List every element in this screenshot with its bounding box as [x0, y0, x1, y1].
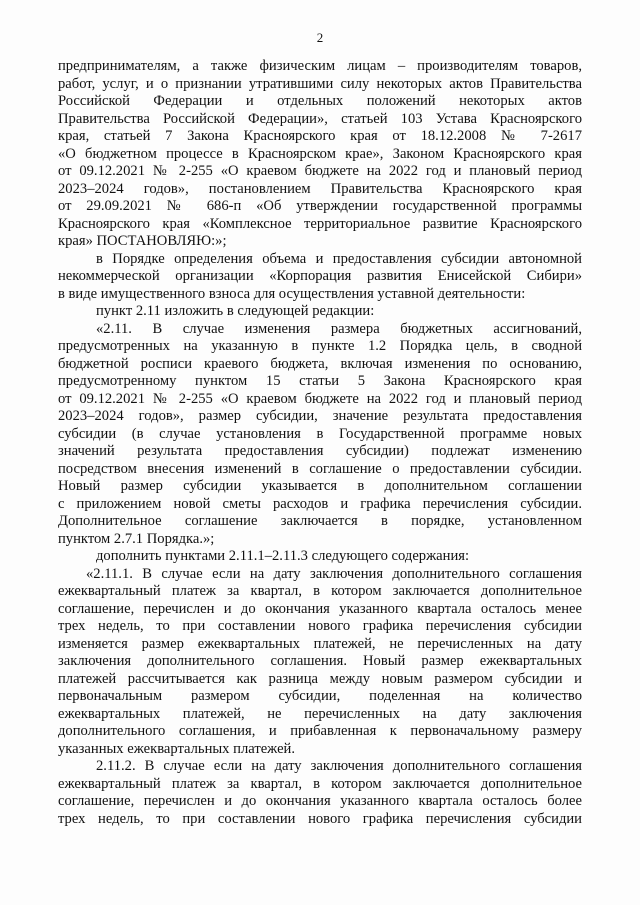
text-line: дополнительного соглашения, и прибавленная к первоначальному размеру	[58, 723, 582, 739]
text-line: края, статьей 7 Закона Красноярского края от 18.12.2008 № 7-2617	[58, 128, 582, 144]
text-line: субсидии (в случае установления в Государственной программе новых	[58, 425, 582, 442]
text-line: пунктом 2.7.1 Порядка.»;	[58, 530, 215, 547]
text-line: Российской Федерации и отдельных положений некоторых актов	[58, 93, 582, 109]
text-line: Новый размер субсидии указывается в дополнительном соглашении	[58, 478, 582, 494]
text-line: 2023–2024 годов», размер субсидии, значение результата предоставления	[58, 408, 582, 424]
text-line: 2.11.2. В случае если на дату заключения дополнительного соглашения	[96, 758, 582, 774]
text-line: платежей рассчитывается как разница между новым размером субсидии и	[58, 670, 582, 687]
text-line: от 09.12.2021 № 2-255 «О краевом бюджете на 2022 год и плановый период	[58, 163, 582, 179]
text-line: дополнить пунктами 2.11.1–2.11.3 следующего содержания:	[96, 548, 470, 564]
text-line: первоначальным размером субсидии, поделенная на количество	[58, 688, 582, 704]
text-line: Красноярского края «Комплексное территориальное развитие Красноярского	[58, 215, 582, 232]
text-line: в Порядке определения объема и предоставления субсидии автономной	[96, 250, 582, 267]
text-line: бюджетной росписи краевого бюджета, включая изменения по основанию,	[58, 355, 582, 372]
text-line: «2.11.1. В случае если на дату заключения дополнительного соглашения	[86, 565, 582, 582]
text-line: пункт 2.11 изложить в следующей редакции:	[96, 303, 375, 319]
text-line: изменяется размер ежеквартальных платежей, не перечисленных на дату	[58, 635, 582, 652]
text-line: ежеквартальных платежей, не перечисленных на дату заключения	[58, 705, 582, 722]
text-line: соглашение, перечислен и до окончания указанного квартала осталось менее	[58, 600, 582, 617]
text-line: заключения дополнительного соглашения. Новый размер ежеквартальных	[58, 653, 582, 669]
text-line: предусмотренных на указанную в пункте 1.2 Порядка цель, в сводной	[58, 338, 582, 354]
text-line: с приложением новой сметы расходов и графика перечисления субсидии.	[58, 495, 582, 512]
text-line: от 29.09.2021 № 686-п «Об утверждении государственной программы	[58, 198, 582, 214]
text-line: в виде имущественного взноса для осуществления уставной деятельности:	[58, 285, 526, 302]
text-line: Дополнительное соглашение заключается в порядке, установленном	[58, 513, 582, 529]
text-line: предусмотренному пунктом 15 статьи 5 Закона Красноярского края	[58, 373, 582, 389]
text-line: ежеквартальный платеж за квартал, в котором заключается дополнительное	[58, 775, 582, 792]
page-number: 2	[316, 30, 324, 45]
text-line: указанных ежеквартальных платежей.	[58, 740, 296, 757]
text-line: некоммерческой организации «Корпорация развития Енисейской Сибири»	[58, 268, 582, 284]
text-line: края» ПОСТАНОВЛЯЮ:»;	[58, 233, 227, 249]
text-line: от 09.12.2021 № 2-255 «О краевом бюджете на 2022 год и плановый период	[58, 390, 582, 407]
text-line: трех недель, то при составлении нового графика перечисления субсидии	[58, 618, 582, 634]
text-line: соглашение, перечислен и до окончания указанного квартала осталось более	[58, 793, 582, 809]
text-line: трех недель, то при составлении нового графика перечисления субсидии	[58, 810, 582, 827]
text-line: значений результата предоставления субсидии) подлежат изменению	[58, 443, 582, 459]
text-line: Правительства Российской Федерации», статьей 103 Устава Красноярского	[58, 110, 582, 127]
text-line: ежеквартальный платеж за квартал, в котором заключается дополнительное	[58, 583, 582, 599]
text-line: предпринимателям, а также физическим лицам – производителям товаров,	[58, 58, 582, 74]
text-line: работ, услуг, и о признании утратившими силу некоторых актов Правительства	[58, 75, 582, 92]
text-line: «2.11. В случае изменения размера бюджетных ассигнований,	[96, 320, 582, 337]
document-body	[58, 58, 582, 828]
text-line: 2023–2024 годов», постановлением Правительства Красноярского края	[58, 180, 582, 197]
text-line: «О бюджетном процессе в Красноярском крае», Законом Красноярского края	[58, 145, 582, 162]
text-line: посредством внесения изменений в соглашение о предоставлении субсидии.	[58, 460, 582, 477]
